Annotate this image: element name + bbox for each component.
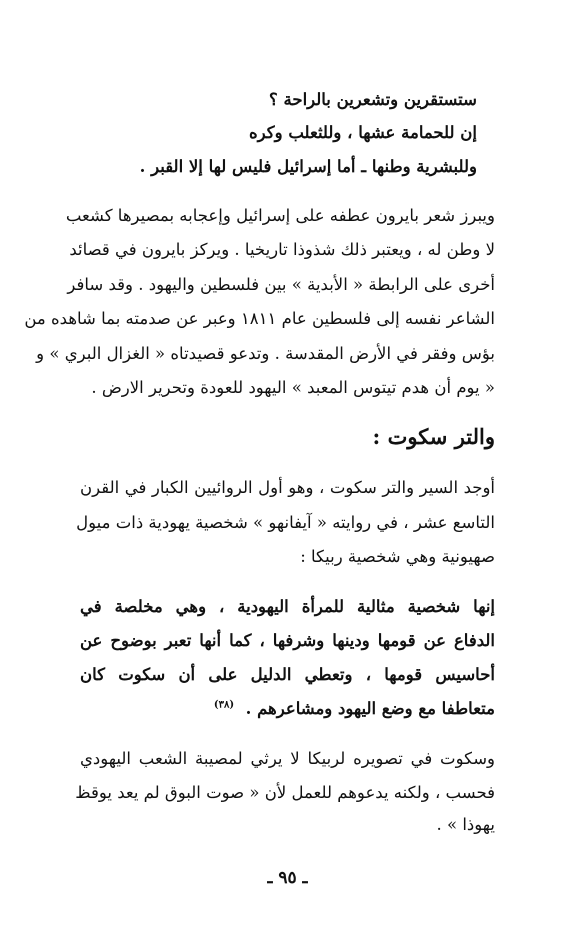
paragraph-line: « يوم أن هدم تيتوس المعبد » اليهود للعودة وتحرير الارض .	[91, 378, 495, 397]
paragraph-line: التاسع عشر ، في روايته « آيفانهو » شخصية يهودية ذات ميول	[76, 513, 495, 532]
paragraph-line: فحسب ، ولكنه يدعوهم للعمل لأن « صوت البوق لم يعد يوقظ	[75, 783, 495, 802]
footnote-reference: (٣٨)	[213, 699, 235, 711]
paragraph-line: يهوذا » .	[436, 815, 495, 834]
paragraph-line: بؤس وفقر في الأرض المقدسة . وتدعو قصيدتاه « الغزال البري » و	[36, 344, 495, 363]
paragraph-line: أخرى على الرابطة « الأبدية » بين فلسطين واليهود . وقد سافر	[67, 275, 495, 294]
poem-line: ستستقرين وتشعرين بالراحة ؟	[269, 90, 477, 109]
poem-line: إن للحمامة عشها ، وللثعلب وكره	[249, 123, 477, 142]
quote-line: إنها شخصية مثالية للمرأة اليهودية ، وهي مخلصة في	[80, 597, 495, 616]
quote-last-text: متعاطفا مع وضع اليهود ومشاعرهم .	[245, 699, 495, 718]
quote-line	[214, 699, 495, 719]
section-heading: والتر سكوت :	[372, 424, 495, 449]
quote-line: الدفاع عن قومها ودينها وشرفها ، كما أنها تعبر بوضوح عن	[80, 631, 495, 650]
page-number: ـ ٩٥ ـ	[267, 868, 308, 888]
quote-line: أحاسيس قومها ، وتعطي الدليل على أن سكوت كان	[80, 665, 495, 684]
paragraph-line: أوجد السير والتر سكوت ، وهو أول الروائيين الكبار في القرن	[80, 478, 495, 497]
paragraph-line: الشاعر نفسه إلى فلسطين عام ١٨١١ وعبر عن صدمته بما شاهده من	[24, 309, 495, 328]
paragraph-line: ويبرز شعر بايرون عطفه على إسرائيل وإعجابه بمصيرها كشعب	[65, 206, 495, 225]
poem-line: وللبشرية وطنها ـ أما إسرائيل فليس لها إلا القبر .	[139, 157, 477, 176]
paragraph-line: وسكوت في تصويره لربيكا لا يرثي لمصيبة الشعب اليهودي	[80, 749, 495, 768]
paragraph-line: لا وطن له ، ويعتبر ذلك شذوذا تاريخيا . ويركز بايرون في قصائد	[69, 240, 495, 259]
paragraph-line: صهيونية وهي شخصية ربيكا :	[300, 547, 495, 566]
